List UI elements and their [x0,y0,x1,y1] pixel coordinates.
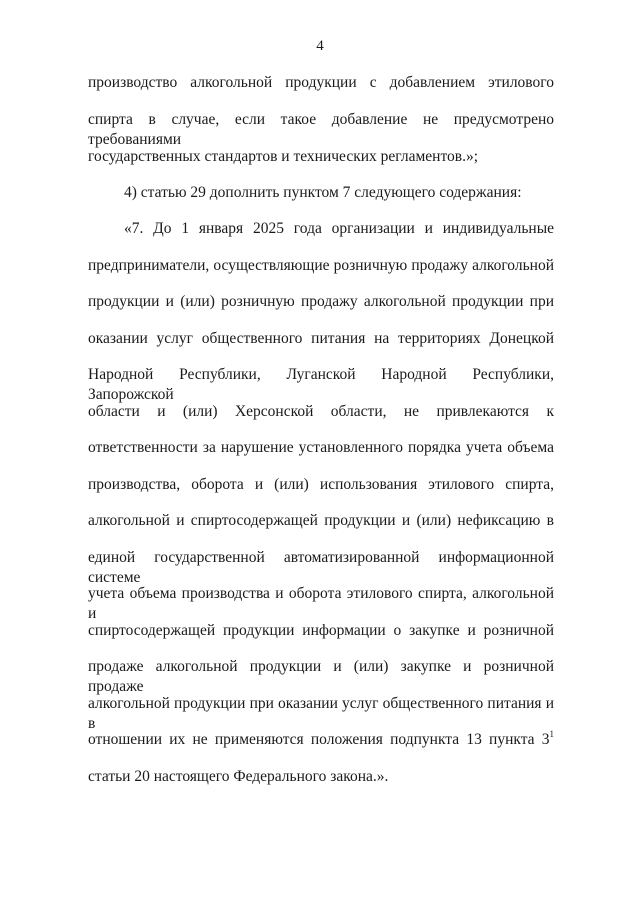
text-line: производство алкогольной продукции с добавлением этилового [88,74,554,91]
superscript-index: 1 [549,729,554,739]
clause-7-line: «7. До 1 января 2025 года организации и индивидуальные [124,220,554,237]
clause-7-line: производства, оборота и (или) использования этилового спирта, [88,476,554,493]
clause-7-line: оказании услуг общественного питания на территориях Донецкой [88,330,554,347]
clause-7-line: единой государственной автоматизированной информационной системе [88,549,554,586]
list-item-4: 4) статью 29 дополнить пунктом 7 следующего содержания: [124,184,522,201]
clause-7-line: области и (или) Херсонской области, не привлекаются к [88,403,554,420]
clause-7-line-with-superscript [88,730,554,750]
clause-7-line: статьи 20 настоящего Федерального закона.». [88,768,389,785]
clause-7-line: ответственности за нарушение установленного порядка учета объема [88,439,554,456]
page-number: 4 [316,38,324,54]
clause-7-line: алкогольной и спиртосодержащей продукции и (или) нефиксацию в [88,512,554,529]
clause-7-line: спиртосодержащей продукции информации о закупке и розничной [88,622,554,639]
clause-7-line-text: отношении их не применяются положения подпункта 13 пункта 3 [88,731,550,748]
clause-7-line: продаже алкогольной продукции и (или) закупке и розничной продаже [88,658,554,695]
clause-7-line: Народной Республики, Луганской Народной Республики, Запорожской [88,366,554,403]
text-line: спирта в случае, если такое добавление не предусмотрено требованиями [88,111,554,148]
clause-7-line: предприниматели, осуществляющие розничную продажу алкогольной [88,257,554,274]
clause-7-line: учета объема производства и оборота этилового спирта, алкогольной и [88,585,554,622]
text-line: государственных стандартов и технических регламентов.»; [88,148,479,165]
clause-7-line: алкогольной продукции при оказании услуг общественного питания и в [88,695,554,732]
clause-7-line: продукции и (или) розничную продажу алкогольной продукции при [88,293,554,310]
